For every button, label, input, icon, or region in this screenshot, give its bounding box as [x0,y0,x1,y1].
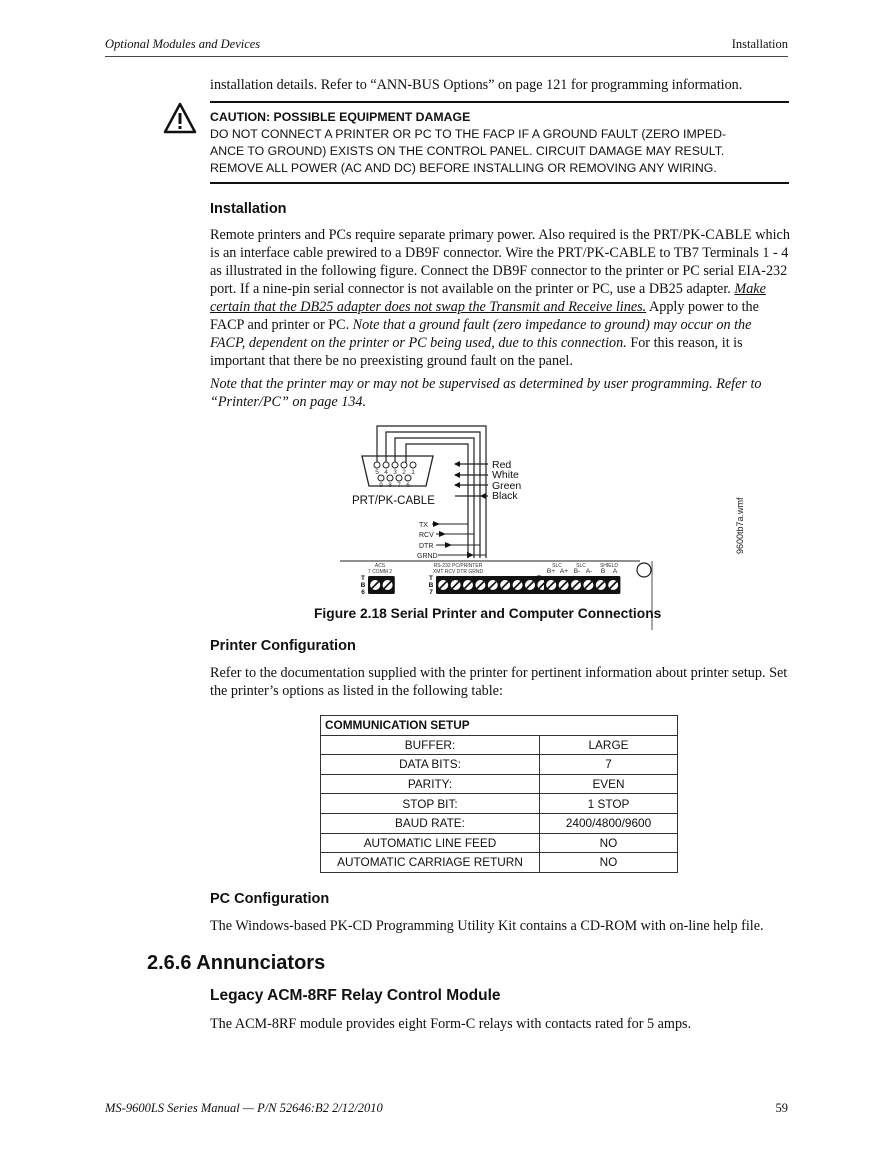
signal-label: TX [419,522,428,529]
figure-file-label: 9600tb7a.wmf [735,497,745,554]
ground-fault-note: Note that a ground fault (zero impedance to ground) may occur on the FACP, dependent on the printer or PC being used, due to this connection. [210,317,752,351]
table-row [321,735,678,755]
tb8-label: SLC [552,563,562,569]
caution-title: CAUTION: POSSIBLE EQUIPMENT DAMAGE [210,110,471,124]
table-row [321,813,678,833]
caution-line: REMOVE ALL POWER (AC AND DC) BEFORE INSTALLING OR REMOVING ANY WIRING. [210,161,717,175]
wire-color-label: Black [492,490,518,502]
value-cell: NO [540,833,678,853]
cable-label: PRT/PK-CABLE [352,495,435,507]
wire-color-label: Green [492,480,522,492]
tb7-id: B [428,582,434,589]
table-row [321,755,678,775]
tb8-label: SLC [576,563,586,569]
setting-cell: PARITY: [321,774,540,794]
value-cell: EVEN [540,774,678,794]
installation-text: Apply power to the FACP and printer or PC. [210,299,759,333]
setting-cell: DATA BITS: [321,755,540,775]
db9-pin-label: 2 [402,469,406,476]
caution-line: DO NOT CONNECT A PRINTER OR PC TO THE FACP IF A GROUND FAULT (ZERO IMPED- [210,127,727,141]
page-number: 59 [775,1101,788,1115]
tb8-label: SHIELD [599,563,619,569]
warning-triangle-icon [163,102,197,134]
caution-line: ANCE TO GROUND) EXISTS ON THE CONTROL PANEL. CIRCUIT DAMAGE MAY RESULT. [210,144,725,158]
header-section: Optional Modules and Devices [105,37,261,51]
printer-config-body: Refer to the documentation supplied with the printer for pertinent information about printer setup. Set the printer’s options as listed in the following table: [210,665,788,699]
tb7-label: XMT RCV DTR GRND [432,569,484,575]
installation-body [210,226,790,370]
tb6-id: 6 [361,589,365,596]
footer-manual: MS-9600LS Series Manual — P/N 52646:B2 2/12/2010 [105,1101,383,1115]
installation-text: Remote printers and PCs require separate primary power. Also required is the PRT/PK-CABLE which is an interface cable prewired to a DB9F connector. Wire the PRT/PK-CABLE to TB7 Terminals 1 - 4 as illustrated in the following figure. Connect the DB9F connector to the printer or PC serial EIA-232 port. If a nine-pin serial connector is not available on the printer or PC, use a DB25 adapter. [210,227,790,297]
tb7-label: RS-232 PC/PRINTER [433,563,483,569]
db9-pin-label: 8 [388,482,392,489]
pc-config-body: The Windows-based PK-CD Programming Utility Kit contains a CD-ROM with on-line help file. [210,918,764,934]
db9-pin-label: 3 [393,469,397,476]
db9-pin-label: 7 [397,482,401,489]
db9-pin-label: 1 [411,469,415,476]
printer-config-heading: Printer Configuration [210,638,356,654]
setting-cell: BUFFER: [321,735,540,755]
tb8-term: B- [573,568,581,575]
installation-heading: Installation [210,201,287,217]
figure-caption: Figure 2.18 Serial Printer and Computer Connections [314,606,662,621]
table-title: COMMUNICATION SETUP [321,716,678,736]
table-row [321,833,678,853]
table-row [321,794,678,814]
signal-label: DTR [419,543,434,550]
header-chapter: Installation [731,37,788,51]
installation-text: For this reason, it is important that there be no preexisting ground fault on the panel. [210,335,743,369]
table-row [321,853,678,873]
tb6-label: ACS [374,563,386,569]
signal-label: RCV [419,532,434,539]
setting-cell: AUTOMATIC LINE FEED [321,833,540,853]
setting-cell: STOP BIT: [321,794,540,814]
db9-pin-label: 4 [384,469,388,476]
value-cell: LARGE [540,735,678,755]
table-header-row [321,716,678,736]
wiring-diagram [330,420,750,630]
annunciators-heading: 2.6.6 Annunciators [147,952,326,974]
caution-box [210,101,789,184]
db9-pin-label: 5 [375,469,379,476]
tb7-id: T [429,575,433,582]
tb7-id: 7 [429,589,433,596]
value-cell: 1 STOP [540,794,678,814]
acm-8rf-body: The ACM-8RF module provides eight Form-C relays with contacts rated for 5 amps. [210,1016,692,1032]
setting-cell: AUTOMATIC CARRIAGE RETURN [321,853,540,873]
tb8-term: A+ [559,568,569,575]
tb8-term: A [612,568,618,575]
db9-pin-label: 9 [379,482,383,489]
value-cell: NO [540,853,678,873]
supervision-note: Note that the printer may or may not be supervised as determined by user programming. Refer to “Printer/PC” on page 134. [210,376,762,410]
pc-config-heading: PC Configuration [210,891,330,907]
value-cell: 2400/4800/9600 [540,813,678,833]
tb6-label: 7 COMM 2 [367,569,393,575]
tb8-term: B [600,568,606,575]
communication-setup-table [320,715,678,873]
tb6-id: B [360,582,366,589]
tb8-term: A- [585,568,593,575]
wire-color-label: Red [492,459,512,471]
wire-color-label: White [492,469,519,481]
db9-pin-label: 6 [406,482,410,489]
signal-label: GRND [417,553,438,560]
intro-text: installation details. Refer to “ANN-BUS Options” on page 121 for programming information. [210,77,743,93]
setting-cell: BAUD RATE: [321,813,540,833]
value-cell: 7 [540,755,678,775]
table-row [321,774,678,794]
acm-8rf-heading: Legacy ACM-8RF Relay Control Module [210,987,501,1004]
page-header [105,36,788,57]
db25-warning: Make certain that the DB25 adapter does not swap the Transmit and Receive lines. [210,281,766,315]
tb6-id: T [361,575,365,582]
tb8-term: B+ [546,568,556,575]
